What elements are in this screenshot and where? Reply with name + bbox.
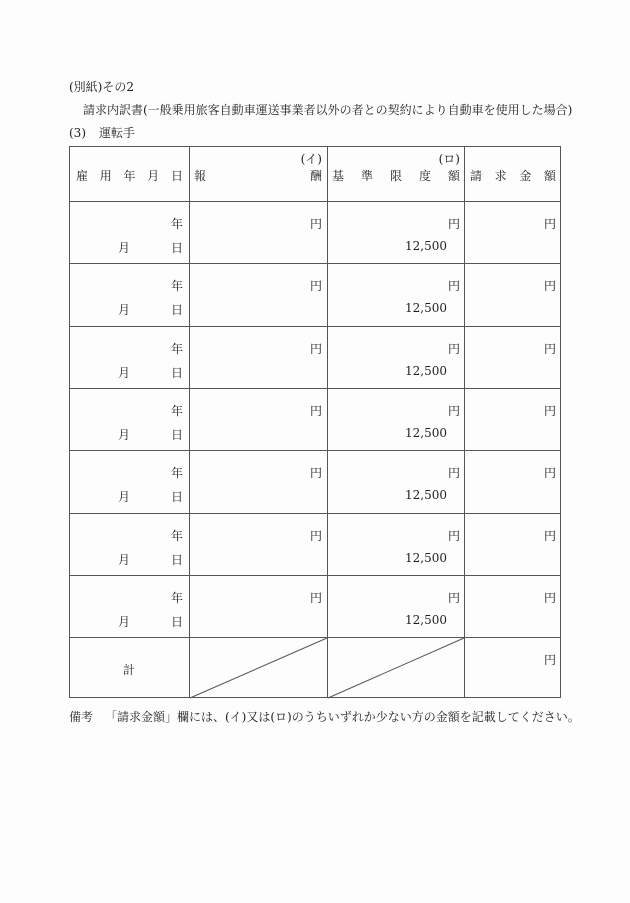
row-divider (70, 201, 560, 202)
limit-unit: 円 (447, 342, 460, 356)
header-char: 金 (519, 169, 532, 183)
claim-breakdown-table (69, 146, 561, 698)
claim-unit: 円 (543, 279, 556, 293)
row-divider (70, 326, 560, 327)
claim-unit: 円 (543, 591, 556, 605)
limit-unit: 円 (447, 404, 460, 418)
header-standard-limit (332, 167, 460, 184)
header-char: 額 (543, 169, 556, 183)
header-char: 求 (494, 169, 507, 183)
header-char: 準 (360, 169, 373, 183)
limit-value: 12,500 (405, 364, 447, 378)
year-unit: 年 (170, 217, 183, 231)
day-unit: 日 (170, 615, 183, 629)
month-unit: 月 (118, 303, 131, 317)
reward-unit: 円 (309, 466, 322, 480)
limit-unit: 円 (447, 279, 460, 293)
month-unit: 月 (118, 241, 131, 255)
header-char: 度 (418, 169, 431, 183)
year-unit: 年 (170, 529, 183, 543)
header-char: 用 (99, 169, 112, 183)
reward-unit: 円 (309, 342, 322, 356)
limit-value: 12,500 (405, 301, 447, 315)
claim-unit: 円 (543, 466, 556, 480)
claim-unit: 円 (543, 342, 556, 356)
document-title: 請求内訳書(一般乗用旅客自動車運送事業者以外の者との契約により自動車を使用した場合) (83, 103, 573, 117)
day-unit: 日 (170, 241, 183, 255)
header-char: 日 (170, 169, 183, 183)
month-unit: 月 (118, 428, 131, 442)
claim-unit: 円 (543, 404, 556, 418)
header-reward (194, 167, 322, 184)
year-unit: 年 (170, 279, 183, 293)
day-unit: 日 (170, 490, 183, 504)
header-marker-ro: (ロ) (438, 152, 460, 166)
section-number: (3) (69, 126, 86, 140)
header-char: 基 (332, 169, 345, 183)
header-char: 酬 (309, 169, 322, 183)
limit-unit: 円 (447, 217, 460, 231)
header-char: 額 (447, 169, 460, 183)
claim-unit: 円 (543, 217, 556, 231)
year-unit: 年 (170, 591, 183, 605)
total-claim-unit: 円 (543, 653, 556, 667)
diagonal-strike-limit (328, 638, 464, 698)
reward-unit: 円 (309, 217, 322, 231)
year-unit: 年 (170, 404, 183, 418)
header-claim-amount (470, 167, 556, 184)
attachment-label: (別紙)その2 (69, 80, 134, 94)
limit-unit: 円 (447, 529, 460, 543)
header-char: 請 (470, 169, 483, 183)
year-unit: 年 (170, 466, 183, 480)
limit-value: 12,500 (405, 239, 447, 253)
header-marker-i: (イ) (300, 152, 322, 166)
row-divider (70, 388, 560, 389)
limit-unit: 円 (447, 591, 460, 605)
header-char: 限 (389, 169, 402, 183)
day-unit: 日 (170, 366, 183, 380)
day-unit: 日 (170, 553, 183, 567)
row-divider (70, 450, 560, 451)
reward-unit: 円 (309, 404, 322, 418)
month-unit: 月 (118, 553, 131, 567)
header-char: 月 (147, 169, 160, 183)
column-divider (327, 147, 328, 697)
month-unit: 月 (118, 490, 131, 504)
limit-unit: 円 (447, 466, 460, 480)
day-unit: 日 (170, 428, 183, 442)
row-divider (70, 575, 560, 576)
header-char: 報 (194, 169, 207, 183)
diagonal-strike-reward (190, 638, 327, 698)
remarks (69, 708, 580, 725)
month-unit: 月 (118, 615, 131, 629)
limit-value: 12,500 (405, 426, 447, 440)
limit-value: 12,500 (405, 551, 447, 565)
claim-unit: 円 (543, 529, 556, 543)
section-heading (69, 124, 135, 141)
reward-unit: 円 (309, 591, 322, 605)
year-unit: 年 (170, 342, 183, 356)
column-divider (464, 147, 465, 697)
day-unit: 日 (170, 303, 183, 317)
header-char: 雇 (76, 169, 89, 183)
column-divider (189, 147, 190, 697)
month-unit: 月 (118, 366, 131, 380)
remarks-text: 「請求金額」欄には、(イ)又は(ロ)のうちいずれか少ない方の金額を記載してください。 (105, 710, 580, 724)
limit-value: 12,500 (405, 613, 447, 627)
reward-unit: 円 (309, 529, 322, 543)
reward-unit: 円 (309, 279, 322, 293)
header-char: 年 (123, 169, 136, 183)
total-label: 計 (123, 663, 136, 677)
header-employment-date (76, 167, 183, 184)
limit-value: 12,500 (405, 488, 447, 502)
section-title: 運転手 (99, 126, 136, 140)
row-divider (70, 513, 560, 514)
row-divider (70, 263, 560, 264)
remarks-label: 備考 (69, 710, 94, 724)
